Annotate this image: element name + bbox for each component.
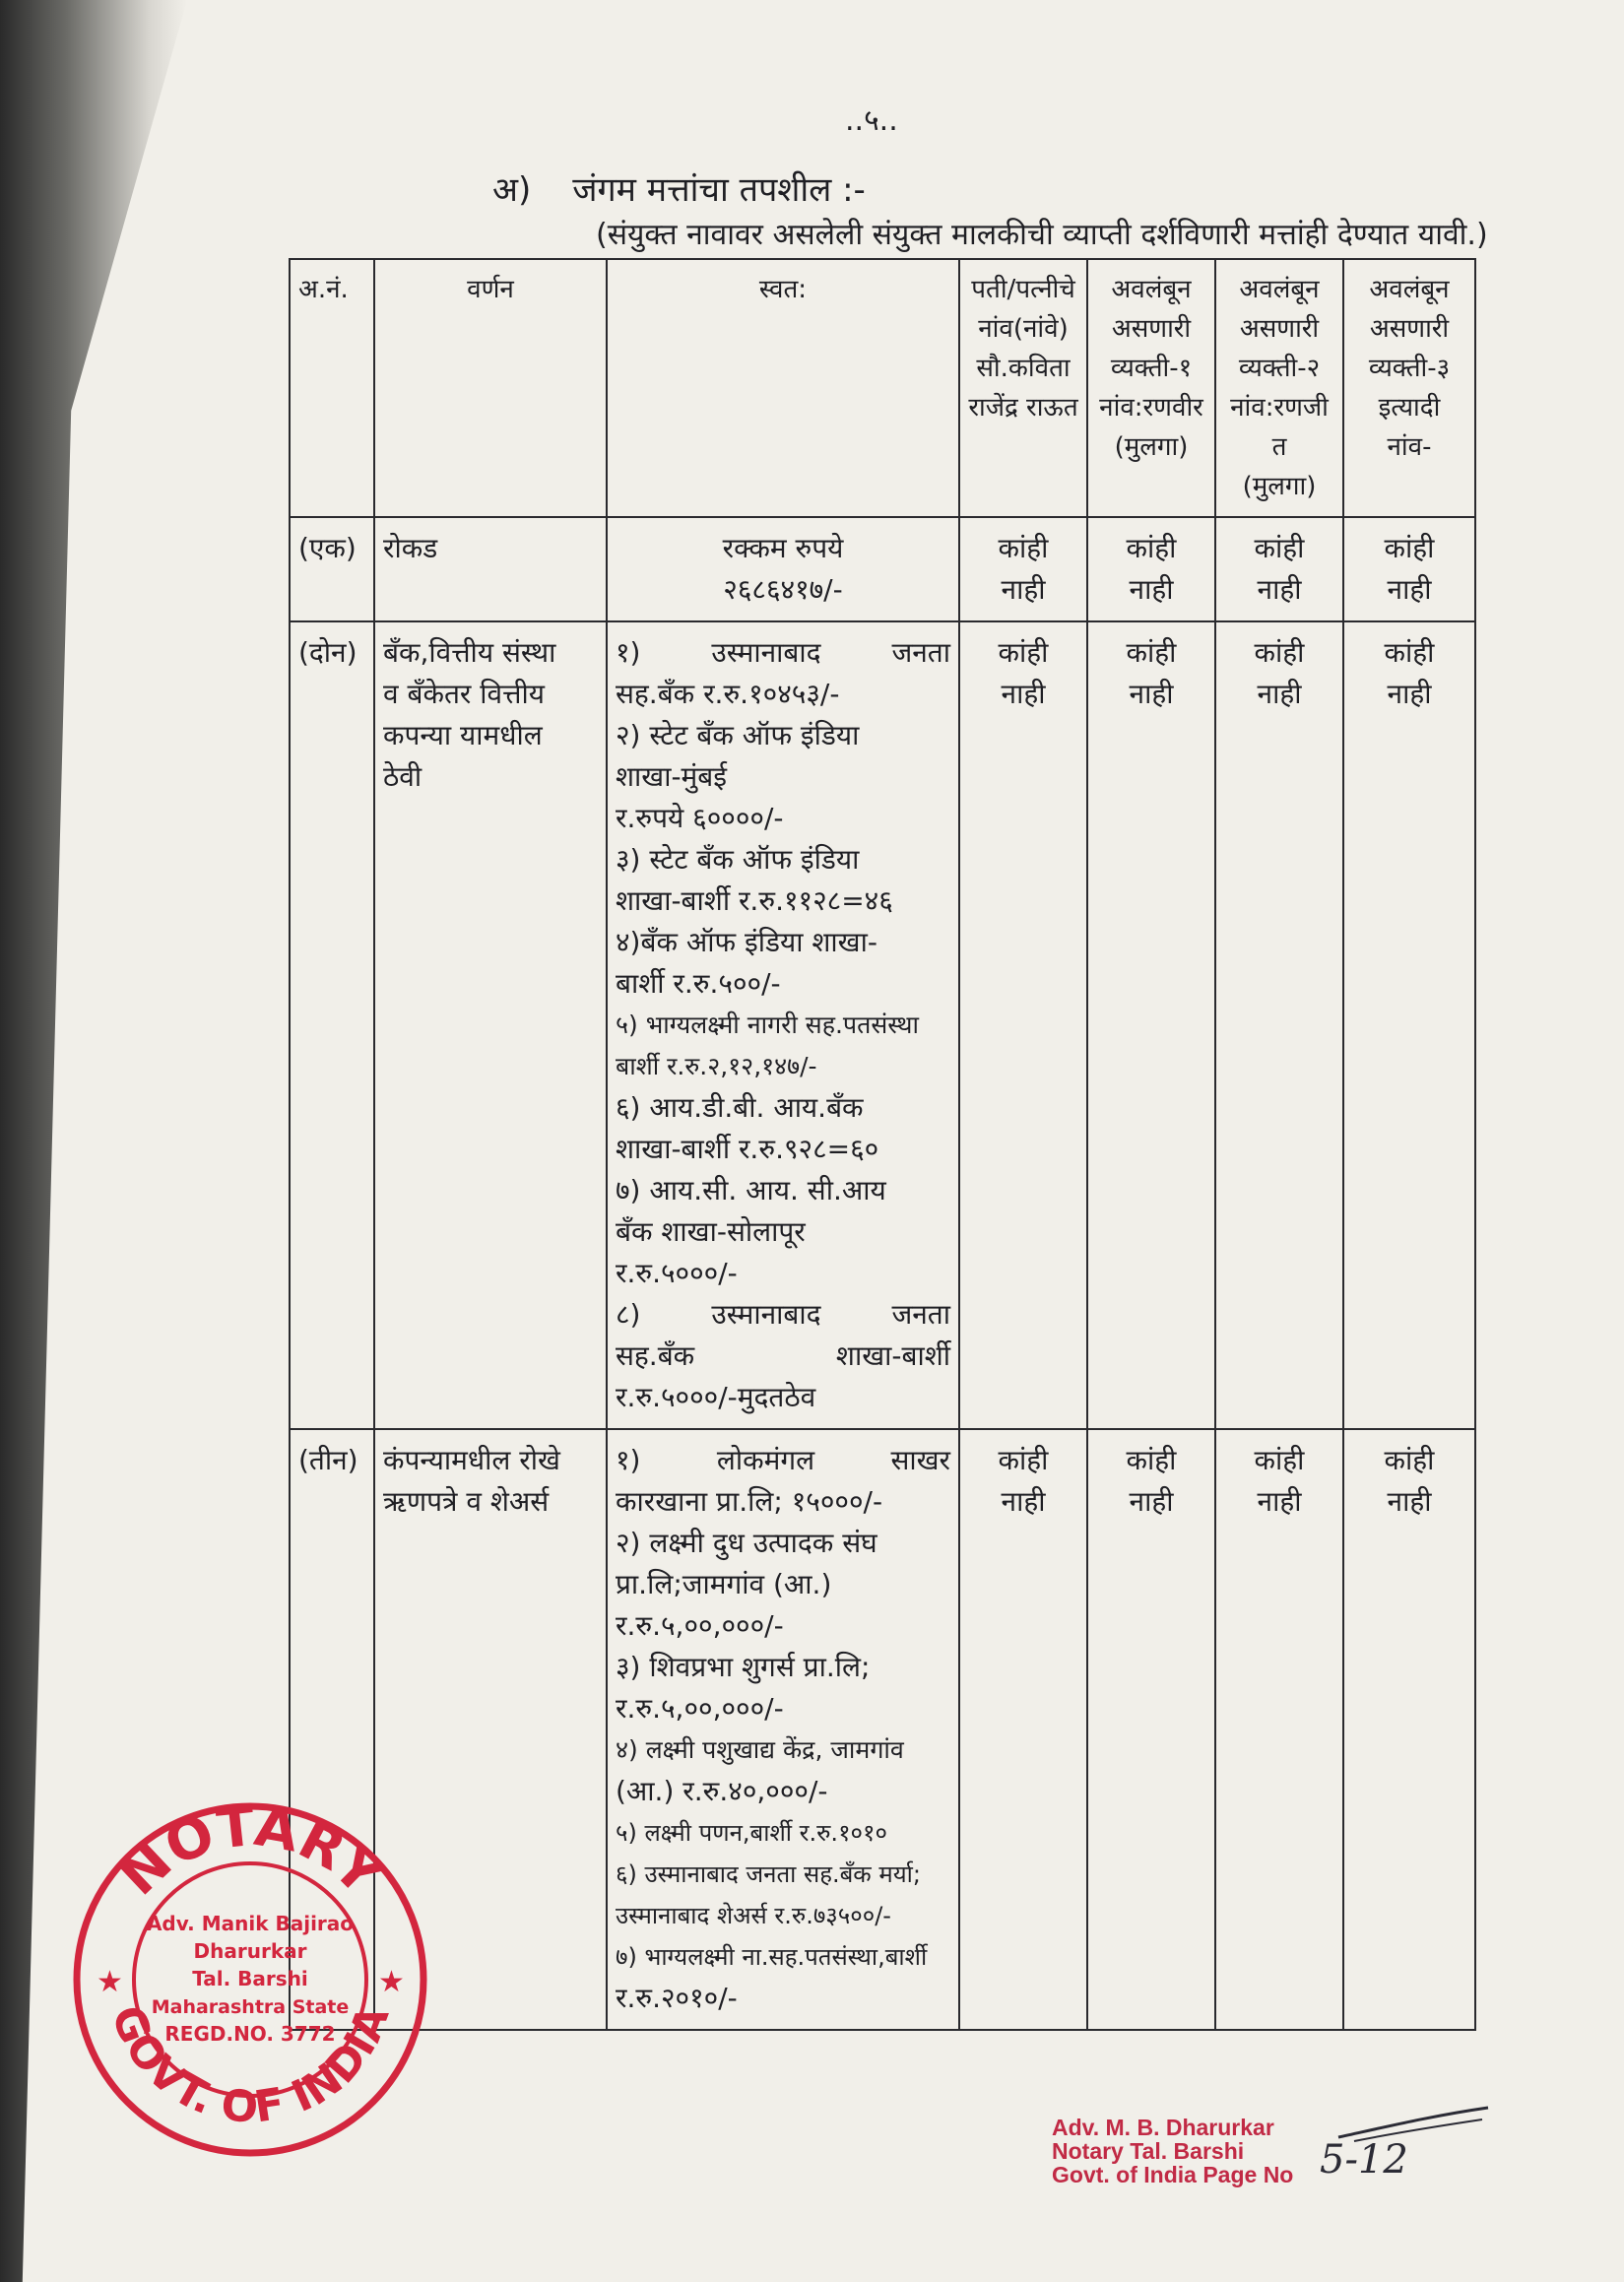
stamp-line-3: Tal. Barshi (192, 1967, 308, 1990)
footer-line-3: Govt. of India Page No (1052, 2162, 1294, 2187)
row-self-value: रक्कम रुपये २६८६४१७/- (607, 517, 959, 621)
row-serial-number: (दोन) (290, 621, 374, 1429)
row-description: रोकड (374, 517, 607, 621)
header-description: वर्णन (374, 259, 607, 517)
handwritten-page-number: 5-12 (1320, 2137, 1408, 2183)
header-spouse: पती/पत्नीचे नांव(नांवे) सौ.कविता राजेंद्र राऊत (959, 259, 1087, 517)
footer-line-1: Adv. M. B. Dharurkar (1052, 2115, 1274, 2140)
row-serial-number: (तीन) (290, 1429, 374, 2030)
section-heading (492, 165, 866, 211)
table-row-deposits (290, 621, 1475, 1429)
header-dependent-1: अवलंबून असणारी व्यक्ती-१ नांव:रणवीर (मुलगा) (1087, 259, 1215, 517)
dependent-1-value: कांही नाही (1087, 1429, 1215, 2030)
table-header-row (290, 259, 1475, 517)
dependent-2-value: कांही नाही (1215, 1429, 1343, 2030)
stamp-line-2: Dharurkar (193, 1939, 307, 1963)
row-serial-number: (एक) (290, 517, 374, 621)
movable-assets-table (289, 258, 1476, 2031)
dependent-3-value: कांही नाही (1343, 621, 1475, 1429)
header-self: स्वत: (607, 259, 959, 517)
notary-stamp (57, 1783, 443, 2169)
row-description: कंपन्यामधील रोखे ऋणपत्रे व शेअर्स (374, 1429, 607, 2030)
stamp-top-text: NOTARY (106, 1794, 394, 1909)
spouse-value: कांही नाही (959, 1429, 1087, 2030)
spouse-value: कांही नाही (959, 517, 1087, 621)
spouse-value: कांही नाही (959, 621, 1087, 1429)
table-row-shares (290, 1429, 1475, 2030)
page-number: ..५.. (845, 103, 898, 138)
header-dependent-3: अवलंबून असणारी व्यक्ती-३ इत्यादी नांव- (1343, 259, 1475, 517)
section-title: जंगम मत्तांचा तपशील :- (572, 170, 866, 210)
dependent-2-value: कांही नाही (1215, 517, 1343, 621)
notary-footer (1052, 2116, 1293, 2186)
dependent-2-value: कांही नाही (1215, 621, 1343, 1429)
row-description: बँक,वित्तीय संस्था व बँकेतर वित्तीय कपन्या यामधील ठेवी (374, 621, 607, 1429)
header-dependent-2: अवलंबून असणारी व्यक्ती-२ नांव:रणजीत (मुलगा) (1215, 259, 1343, 517)
row-self-value: १) लोकमंगल साखर कारखाना प्रा.लि; १५०००/- २) लक्ष्मी दुध उत्पादक संघ प्रा.लि;जामगांव (आ.) र.रु.५,००,०००/- ३) शिवप्रभा शुगर्स प्रा.लि; र.रु.५,००,०००/- ४) लक्ष्मी पशुखाद्य केंद्र, जामगांव (आ.) र.रु.४०,०००/- ५) लक्ष्मी पणन,बार्शी र.रु.१०१० ६) उस्मानाबाद जनता सह.बँक मर्या; उस्मानाबाद शेअर्स र.रु.७३५००/- ७) भाग्यलक्ष्मी ना.सह.पतसंस्था,बार्शी र.रु.२०१०/- (607, 1429, 959, 2030)
header-serial-number: अ.नं. (290, 259, 374, 517)
table-row-cash (290, 517, 1475, 621)
dependent-1-value: कांही नाही (1087, 517, 1215, 621)
row-self-value: १) उस्मानाबाद जनता सह.बँक र.रु.१०४५३/- २) स्टेट बँक ऑफ इंडिया शाखा-मुंबई र.रुपये ६००००/- ३) स्टेट बँक ऑफ इंडिया शाखा-बार्शी र.रु.११२८=४६ ४)बँक ऑफ इंडिया शाखा- बार्शी र.रु.५००/- ५) भाग्यलक्ष्मी नागरी सह.पतसंस्था बार्शी र.रु.२,१२,१४७/- ६) आय.डी.बी. आय.बँक शाखा-बार्शी र.रु.९२८=६० ७) आय.सी. आय. सी.आय बँक शाखा-सोलापूर र.रु.५०००/- ८) उस्मानाबाद जनता सह.बँक शाखा-बार्शी र.रु.५०००/-मुदतठेव (607, 621, 959, 1429)
dependent-1-value: कांही नाही (1087, 621, 1215, 1429)
dependent-3-value: कांही नाही (1343, 517, 1475, 621)
stamp-star-right-icon: ★ (378, 1965, 405, 1999)
dependent-3-value: कांही नाही (1343, 1429, 1475, 2030)
section-note: (संयुक्त नावावर असलेली संयुक्त मालकीची व्याप्ती दर्शविणारी मत्तांही देण्यात यावी.) (596, 218, 1488, 252)
stamp-bottom-text: GOVT. OF INDIA (100, 1998, 400, 2134)
stamp-star-left-icon: ★ (97, 1965, 123, 1999)
stamp-line-5: REGD.NO. 3772 (164, 2022, 336, 2046)
section-marker: अ) (492, 170, 532, 210)
stamp-line-1: Adv. Manik Bajirao (146, 1912, 355, 1935)
footer-line-2: Notary Tal. Barshi (1052, 2138, 1245, 2164)
stamp-line-4: Maharashtra State (151, 1996, 350, 2018)
